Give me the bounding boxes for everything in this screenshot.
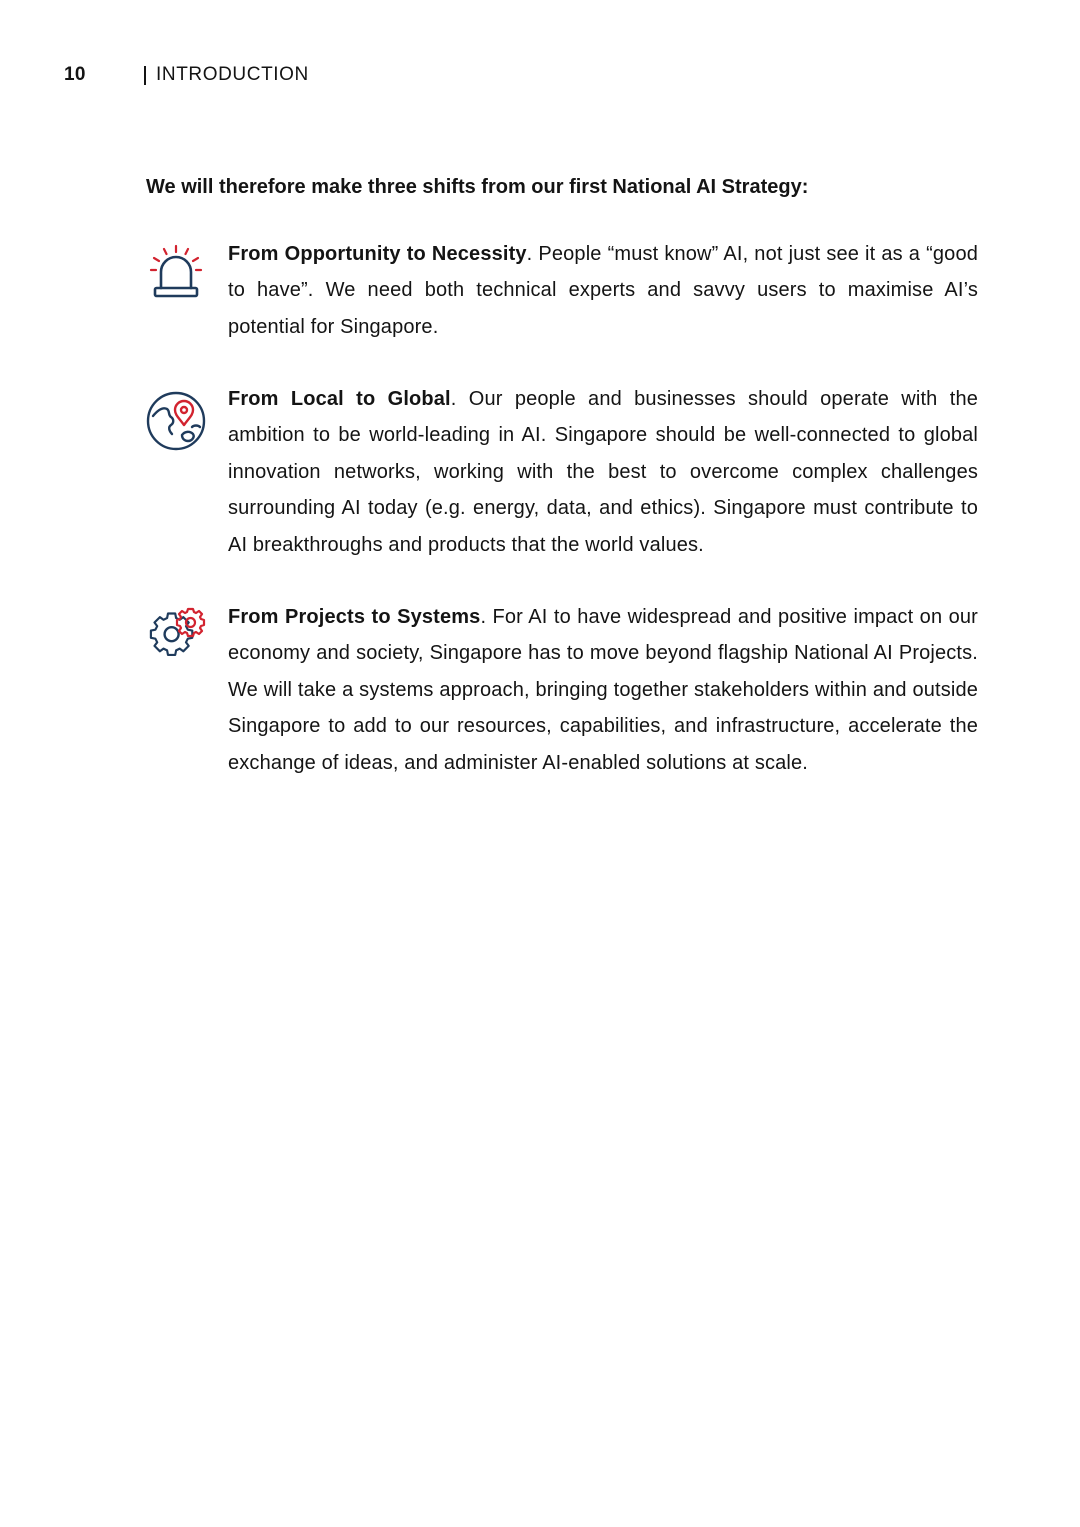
intro-heading: We will therefore make three shifts from our first National AI Strategy: — [146, 176, 809, 198]
shift-title: From Projects to Systems — [228, 606, 481, 628]
shift-body: . For AI to have widespread and positive impact on our economy and society, Singapore has to move beyond flagship National AI Projects. We will take a systems approach, bringing together stakeholders within and outside Singapore to add to our resources, capabilities, and infrastructure, accelerate the exchange of ideas, and administer AI-enabled solutions at scale. — [228, 606, 978, 774]
header-divider — [144, 66, 146, 85]
section-label: INTRODUCTION — [156, 64, 309, 85]
globe-pin-icon — [144, 389, 208, 453]
page-header — [64, 62, 309, 88]
shift-body: . People “must know” AI, not just see it as a “good to have”. We need both technical experts and savvy users to maximise AI’s potential for Singapore. — [228, 243, 978, 338]
shift-text — [228, 381, 978, 563]
shift-body: . Our people and businesses should operate with the ambition to be world-leading in AI. Singapore should be well-connected to global innovation networks, working with the best to overcome complex challenges surrounding AI today (e.g. energy, data, and ethics). Singapore must contribute to AI breakthroughs and products that the world values. — [228, 388, 978, 556]
shift-text — [228, 599, 978, 781]
gears-icon — [144, 605, 208, 669]
shift-text — [228, 236, 978, 345]
siren-icon — [144, 242, 208, 306]
shift-projects-to-systems — [144, 599, 978, 781]
shift-opportunity-to-necessity — [144, 236, 978, 345]
page-number: 10 — [64, 64, 86, 85]
shift-title: From Local to Global — [228, 388, 451, 410]
shift-local-to-global — [144, 381, 978, 563]
shift-title: From Opportunity to Necessity — [228, 243, 527, 265]
